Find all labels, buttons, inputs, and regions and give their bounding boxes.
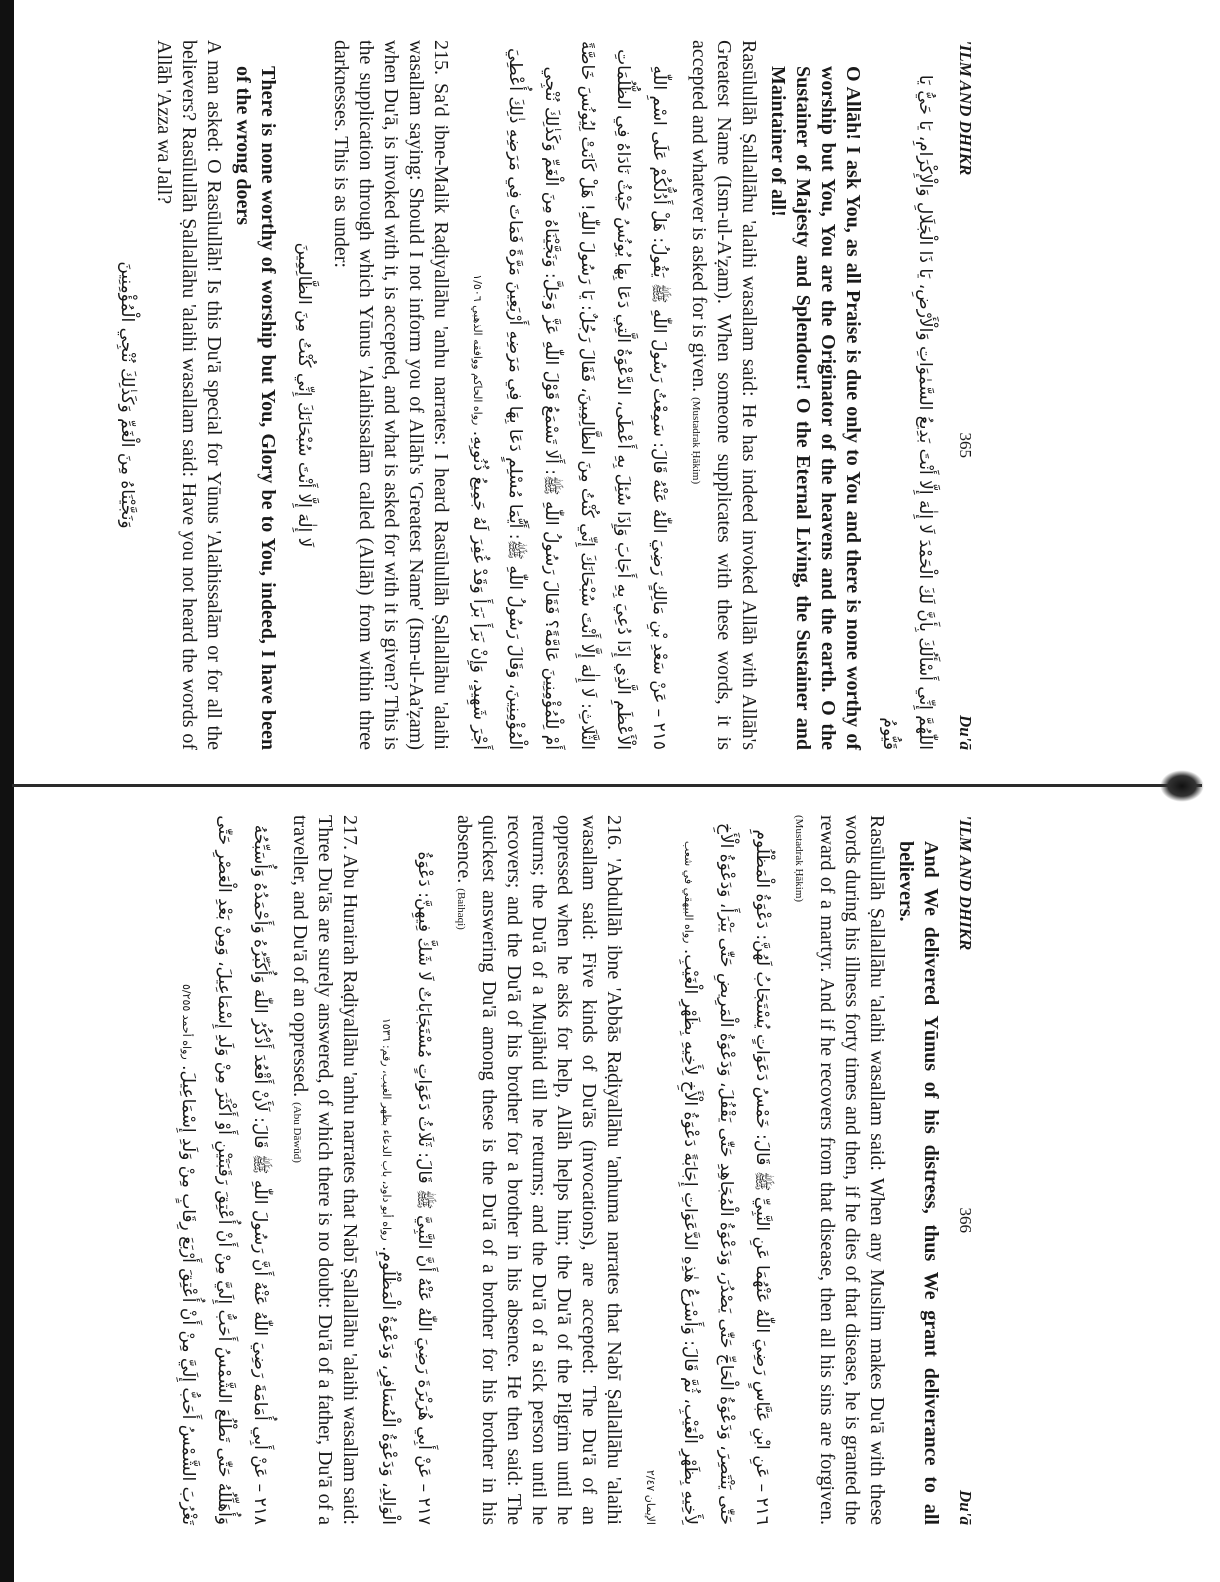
verse-translation: And We delivered Yūnus of his distress, thus We grant deliverance to all believers. [895, 841, 942, 1525]
page-header [955, 815, 975, 1525]
explanation-text: Rasūlullāh Ṣallallāhu 'alaihi wasallam said: He has indeed invoked Allāh with Allāh's Greatest Name (Ism-ul-A'ẓam). When someone supplicates with these words, it is accepted and whatever is asked for is given. [688, 40, 760, 750]
hadith-217-reference: (Abu Dāwūd) [291, 1102, 303, 1163]
hadith-217-text: 217. Abu Hurairah Raḍiyallāhu 'anhu narrates that Nabī Ṣallallāhu 'alaihi wasallam said: Three Du'ās are surely answered, of which there is no doubt: Du'ā of a father, Du'ā of a traveller, and Du'ā of an oppressed. [289, 815, 361, 1525]
arabic-hadith-215-reference: رواه الحاكم ووافقه الذهبي ١/٥٠٦ [471, 274, 484, 426]
hadith-215-translation: 215. Sa'd ibne-Malik Raḍiyallāhu 'anhu narrates: I heard Rasūlullāh Ṣallallāhu 'alaihi wasallam saying: Should I not inform you of Allāh's 'Greatest Name' (Ism-ul-Aa'ẓam) when Du'ā, is invoked with it, is accepted, and what is asked for with it is given? This is the supplication through which Yūnus 'Alaihissalām called (Allāh) from within three darknesses. This is as under: [330, 40, 452, 750]
arabic-hadith-218-reference: رواه أحمد ٥/٢٥٥ [180, 983, 193, 1060]
arabic-verse: وَنَجَّيْنَاهُ مِنَ الْغَمِّ وَكَذٰلِكَ نُنْجِي الْمُؤْمِنِينَ [117, 261, 137, 529]
page-366 [0, 815, 975, 1525]
tasbih-translation: There is none worthy of worship but You, Glory be to You, indeed, I have been of the wrong doers [232, 66, 279, 750]
explanation-paragraph [683, 40, 761, 750]
arabic-hadith-217-text: ٢١٧ – عَنْ أَبِي هُرَيْرَةَ رَضِيَ اللّٰهُ عَنْهُ أَنَّ النَّبِيَّ ﷺ قَالَ: ثَلَاثُ دَعَوَاتٍ مُسْتَجَابَاتٌ لَا شَكَّ فِيهِنَّ: دَعْوَةُ الْوَالِدِ، وَدَعْوَةُ الْمُسَافِرِ، وَدَعْوَةُ الْمَظْلُومِ. [378, 851, 434, 1525]
page-365 [0, 40, 975, 750]
explanation-text: Rasūlullāh Ṣallallāhu 'alaihi wasallam said: When any Muslim makes Du'ā with these words during his illness forty times and then, if he dies of that disease, he is granted the reward of a martyr. And if he recovers from that disease, then all his sins are forgiven. [816, 815, 888, 1525]
chapter-title: Du'ā [956, 1490, 975, 1525]
page-header [955, 40, 975, 750]
arabic-hadith-217 [368, 815, 442, 1525]
hadith-216-translation [448, 815, 626, 1525]
explanation-reference: (Mustadrak Ḥākim) [793, 815, 805, 903]
arabic-hadith-215-text: ٢١٥ – عَنْ سَعْدِ بْنِ مَالِكٍ رَضِيَ اللّٰهُ عَنْهُ قَالَ: سَمِعْتُ رَسُولَ اللّٰهِ ﷺ يَقُولُ: هَلْ أَدُلُّكُمْ عَلَى اسْمِ اللّٰهِ الْأَعْظَمِ الَّذِي إِذَا دُعِيَ بِهِ أَجَابَ وَإِذَا سُئِلَ بِهِ أَعْطَى، الدَّعْوَةُ الَّتِي دَعَا بِهَا يُونُسُ حَيْثُ نَادَاهُ فِي الظُّلُمَاتِ الثَّلَاثِ: لَا إِلٰهَ إِلَّا أَنْتَ سُبْحَانَكَ إِنِّي كُنْتُ مِنَ الظَّالِمِينَ، فَقَالَ رَجُلٌ: يَا رَسُولَ اللّٰهِ! هَلْ كَانَتْ لِيُونُسَ خَاصَّةً أَمْ لِلْمُؤْمِنِينَ عَامَّةً؟ فَقَالَ رَسُولُ اللّٰهِ ﷺ: أَلَا تَسْمَعُ قَوْلَ اللّٰهِ عَزَّ وَجَلَّ: وَنَجَّيْنَاهُ مِنَ الْغَمِّ وَكَذٰلِكَ نُنْجِي الْمُؤْمِنِينَ، وَقَالَ رَسُولُ اللّٰهِ ﷺ: أَيُّمَا مُسْلِمٍ دَعَا بِهَا فِي مَرَضِهِ أَرْبَعِينَ مَرَّةً فَمَاتَ فِي مَرَضِهِ ذٰلِكَ أُعْطِيَ أَجْرَ شَهِيدٍ، وَإِنْ بَرَأَ بَرَأَ وَقَدْ غُفِرَ لَهُ جَمِيعُ ذُنُوبِهِ. [469, 40, 669, 750]
book-spine-shadow [1160, 770, 1204, 802]
arabic-hadith-216-text: ٢١٦ – عَنِ ابْنِ عَبَّاسٍ رَضِيَ اللّٰهُ عَنْهُمَا عَنِ النَّبِيِّ ﷺ قَالَ: خَمْسُ دَعَوَاتٍ يُسْتَجَابُ لَهُنَّ: دَعْوَةُ الْمَظْلُومِ حَتّٰى يَنْتَصِرَ، وَدَعْوَةُ الْحَاجِّ حَتّٰى يَصْدُرَ، وَدَعْوَةُ الْمُجَاهِدِ حَتّٰى يَقْفُلَ، وَدَعْوَةُ الْمَرِيضِ حَتّٰى يَبْرَأَ، وَدَعْوَةُ الْأَخِ لِأَخِيهِ بِظَهْرِ الْغَيْبِ، ثُمَّ قَالَ: وَأَسْرَعُ هٰذِهِ الدَّعَوَاتِ إِجَابَةً دَعْوَةُ الْأَخِ لِأَخِيهِ بِظَهْرِ الْغَيْبِ. [680, 822, 772, 1525]
arabic-tasbih: لَا إِلٰهَ إِلَّا أَنْتَ سُبْحَانَكَ إِنِّي كُنْتُ مِنَ الظَّالِمِينَ [294, 242, 314, 548]
page-number: 365 [956, 432, 975, 458]
explanation-reference: (Mustadrak Ḥākim) [690, 397, 702, 485]
hadith-216-text: 216. 'Abdullāh ibne 'Abbās Raḍiyallāhu 'anhuma narrates that Nabī Ṣallallāhu 'alaihi wasallam said: Five kinds of Du'ās (invocations), are accepted: The Du'ā of an oppressed when he asks for help, Allāh helps him; the Du'ā of the Pilgrim until he returns; the Du'ā of a Mujāhid till he returns; and the Du'ā of a sick person until he recovers; and the Du'ā of his brother for a brother in his absence. He then said: The quickest answering Du'ā among these is the Du'ā of a brother for his brother in his absence. [453, 815, 625, 1525]
arabic-hadith-218 [168, 815, 278, 1525]
arabic-supplication: اللّٰهُمَّ إِنِّي أَسْأَلُكَ بِأَنَّ لَكَ الْحَمْدَ لَا إِلٰهَ إِلَّا أَنْتَ بَدِيعُ السَّمٰوَاتِ وَالْأَرْضِ، يَا ذَا الْجَلَالِ وَالْإِكْرَامِ، يَا حَيُّ يَا قَيُّومُ [879, 74, 935, 750]
arabic-hadith-218-text: ٢١٨ – عَنْ أَبِي أُمَامَةَ رَضِيَ اللّٰهُ عَنْهُ أَنَّ رَسُولَ اللّٰهِ ﷺ قَالَ: لَأَنْ أَقْعُدَ أَذْكُرُ اللّٰهَ وَأُكَبِّرُهُ وَأَحْمَدُهُ وَأُسَبِّحُهُ وَأُهَلِّلُهُ حَتّٰى تَطْلُعَ الشَّمْسُ أَحَبُّ إِلَيَّ مِنْ أَنْ أُعْتِقَ رَقَبَتَيْنِ أَوْ أَكْثَرَ مِنْ وَلَدِ إِسْمَاعِيلَ، وَمِنْ بَعْدِ الْعَصْرِ حَتّٰى تَغْرُبَ الشَّمْسُ أَحَبُّ إِلَيَّ مِنْ أَنْ أُعْتِقَ أَرْبَعَ رِقَابٍ مِنْ وَلَدِ إِسْمَاعِيلَ. [178, 815, 270, 1525]
book-gutter-line [12, 784, 1202, 787]
question-paragraph: A man asked: O Rasūlullāh! Is this Du'ā special for Yūnus 'Alaihissalām or for all the believers? Rasūlullāh Ṣallallāhu 'alaihi wasallam said: Have you not heard the words of Allāh 'Azza wa Jall? [153, 40, 225, 750]
arabic-hadith-217-reference: رواه أبو داود، باب الدعاء بظهر الغيب، رقم: ١٥٣٦ [380, 1017, 393, 1241]
arabic-hadith-216-reference: رواه البيهقي في شعب الإيمان ٢/٤٧ [644, 840, 695, 1525]
chapter-title: Du'ā [956, 715, 975, 750]
hadith-216-reference: (Baihaqi) [455, 888, 467, 930]
arabic-hadith-215 [459, 40, 677, 750]
page-number: 366 [956, 1207, 975, 1233]
arabic-hadith-216 [632, 815, 780, 1525]
supplication-translation: O Allāh! I ask You, as all Praise is due only to You and there is none worthy of worship but You, You are the Originator of the heavens and the earth. O the Sustainer of Majesty and Splendour! O the Eternal Living, the Sustainer and Maintainer of all! [767, 66, 864, 750]
running-title: 'ILM AND DHIKR [956, 40, 975, 176]
running-title: 'ILM AND DHIKR [956, 815, 975, 951]
explanation-paragraph [786, 815, 889, 1525]
hadith-217-translation [284, 815, 362, 1525]
